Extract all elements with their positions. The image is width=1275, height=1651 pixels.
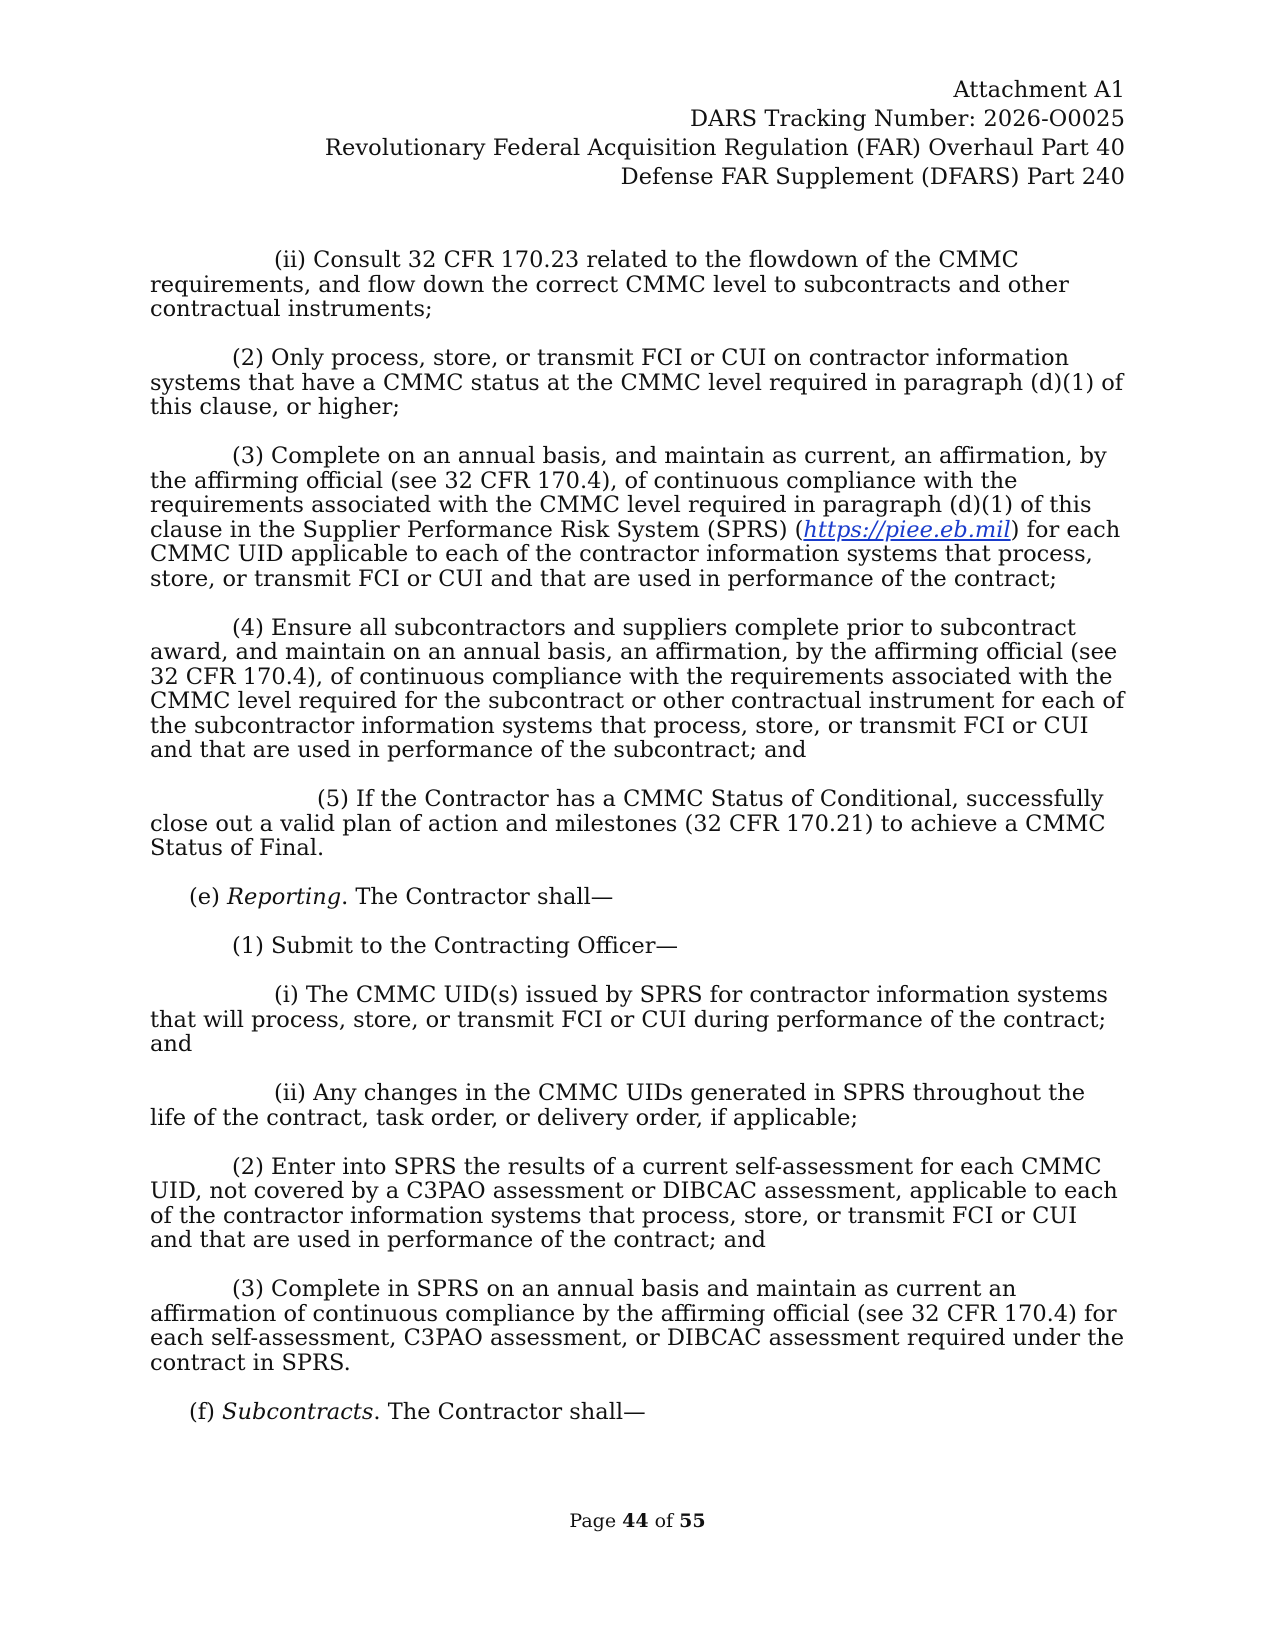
footer-page-total: 55 (679, 1510, 706, 1532)
paragraph-3-annual-affirmation (150, 444, 1125, 591)
paragraph-e-label: (e) (189, 884, 228, 910)
header-attachment: Attachment A1 (953, 77, 1125, 103)
paragraph-ii-consult: (ii) Consult 32 CFR 170.23 related to the flowdown of the CMMC requirements, and flow down the correct CMMC level to subcontracts and other contractual instruments; (150, 247, 1069, 322)
footer-page-number: 44 (622, 1510, 649, 1532)
paragraph-4-ensure-subcontractors: (4) Ensure all subcontractors and suppliers complete prior to subcontract award, and maintain on an annual basis, an affirmation, by the affirming official (see 32 CFR 170.4), of continuous compliance with the requirements associated with the CMMC level required for the subcontract or other contractual instrument for each of the subcontractor information systems that process, store, or transmit FCI or CUI and that are used in performance of the subcontract; and (150, 614, 1125, 763)
paragraph-2-only-process: (2) Only process, store, or transmit FCI or CUI on contractor information systems that have a CMMC status at the CMMC level required in paragraph (d)(1) of this clause, or higher; (150, 345, 1124, 420)
paragraph-5-conditional: (5) If the Contractor has a CMMC Status of Conditional, successfully close out a valid plan of action and milestones (32 CFR 170.21) to achieve a CMMC Status of Final. (150, 786, 1106, 861)
paragraph-e-reporting (150, 885, 1125, 910)
document-body (150, 248, 1125, 1449)
paragraph-e1-i: (i) The CMMC UID(s) issued by SPRS for contractor information systems that will process, store, or transmit FCI or CUI during performance of the contract; and (150, 982, 1108, 1057)
header-dfars-part: Defense FAR Supplement (DFARS) Part 240 (620, 164, 1125, 190)
paragraph-3-text-b: ) for each CMMC UID applicable to each of the contractor information systems that process, store, or transmit FCI or CUI and that are used in performance of the contract; (150, 516, 1121, 592)
header-far-part: Revolutionary Federal Acquisition Regulation (FAR) Overhaul Part 40 (324, 135, 1125, 161)
page-footer (0, 1510, 1275, 1532)
paragraph-3-text-a: (3) Complete on an annual basis, and maintain as current, an affirmation, by the affirming official (see 32 CFR 170.4), of continuous compliance with the requirements associated with the CMMC level required in paragraph (d)(1) of this clause in the Supplier Performance Risk System (SPRS) ( (150, 443, 1107, 543)
paragraph-e1-submit: (1) Submit to the Contracting Officer— (232, 933, 678, 959)
paragraph-e1-ii: (ii) Any changes in the CMMC UIDs generated in SPRS throughout the life of the contract, task order, or delivery order, if applicable; (150, 1080, 1086, 1131)
footer-page-word: Page (569, 1510, 623, 1532)
footer-of-word: of (648, 1510, 680, 1532)
paragraph-e-heading: Reporting (227, 884, 342, 910)
paragraph-e2-enter: (2) Enter into SPRS the results of a current self-assessment for each CMMC UID, not covered by a C3PAO assessment or DIBCAC assessment, applicable to each of the contractor information systems that process, store, or transmit FCI or CUI and that are used in performance of the contract; and (150, 1153, 1118, 1253)
page-header (325, 76, 1125, 192)
paragraph-f-rest: . The Contractor shall— (373, 1398, 646, 1425)
header-tracking-number: DARS Tracking Number: 2026-O0025 (690, 106, 1125, 132)
paragraph-e3-complete: (3) Complete in SPRS on an annual basis and maintain as current an affirmation of continuous compliance by the affirming official (see 32 CFR 170.4) for each self-assessment, C3PAO assessment, or DIBCAC assessment required under the contract in SPRS. (150, 1276, 1125, 1376)
paragraph-f-subcontracts (150, 1400, 1125, 1425)
paragraph-f-label: (f) (189, 1398, 223, 1425)
sprs-link[interactable]: https://piee.eb.mil (803, 516, 1011, 543)
paragraph-f-heading: Subcontracts (222, 1398, 374, 1425)
paragraph-e-rest: . The Contractor shall— (341, 884, 614, 910)
